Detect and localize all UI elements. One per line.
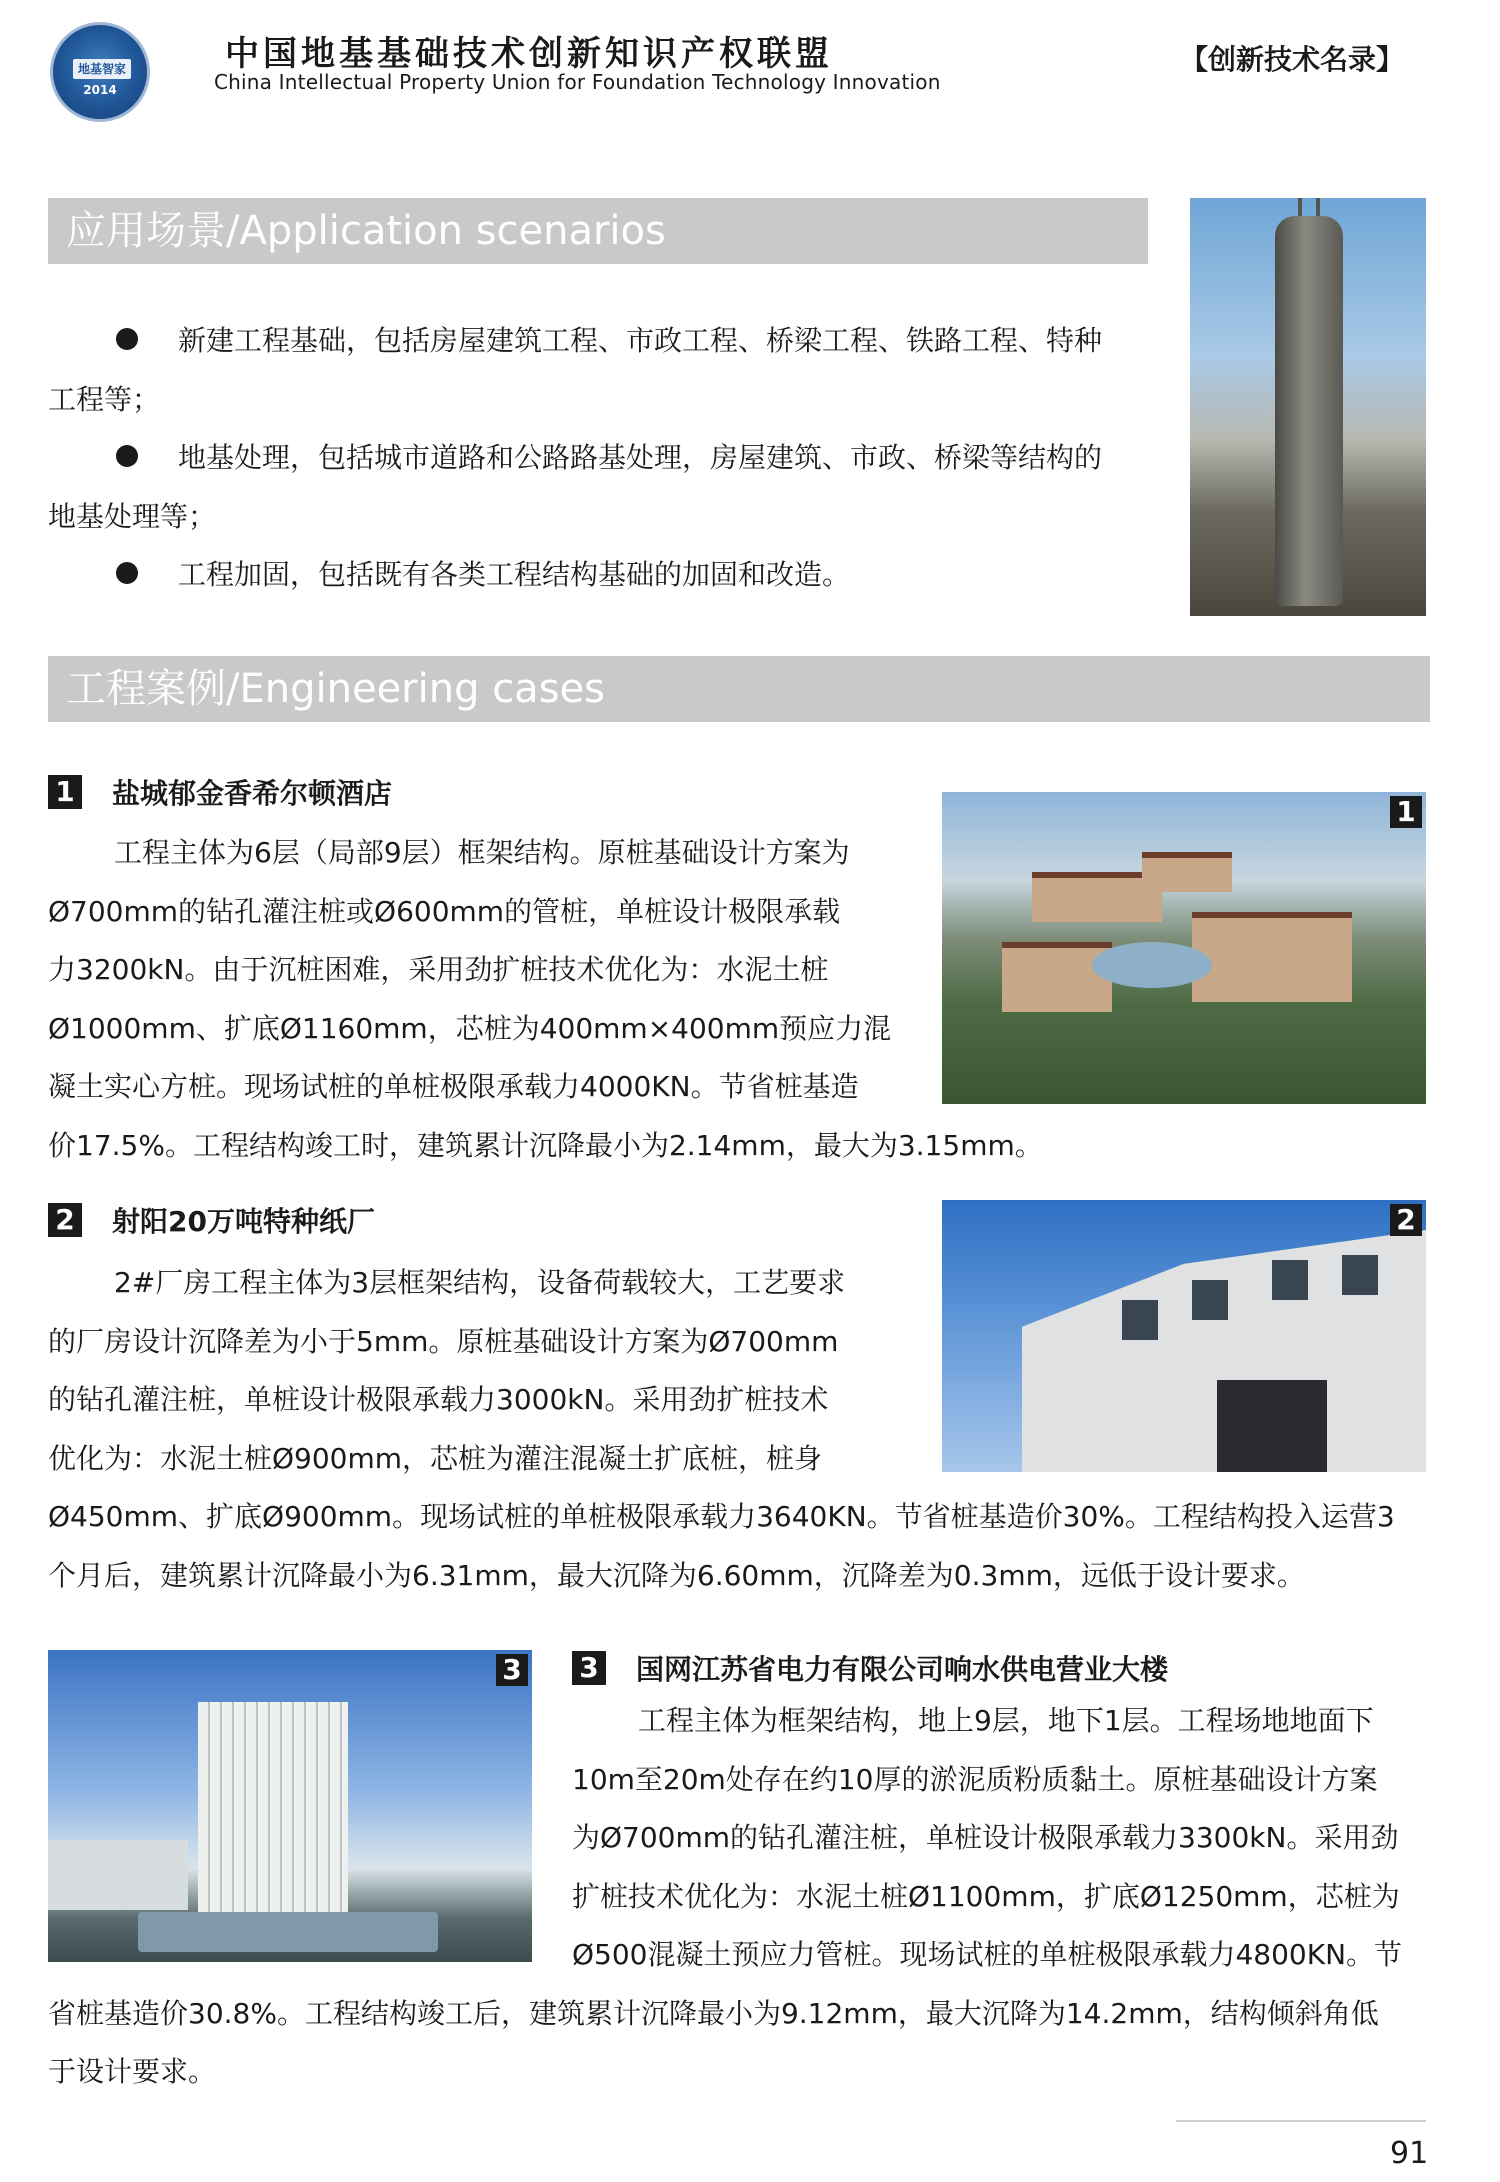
case-number-icon: 2 [48,1203,82,1237]
bullet-item: 工程加固，包括既有各类工程结构基础的加固和改造。 [48,546,1158,605]
case-3-description: 工程主体为框架结构，地上9层，地下1层。工程场地地面下 10m至20m处存在约10厚的淤泥质粉质黏土。原桩基础设计方案 为Ø700mm的钻孔灌注桩，单桩设计极限承载力3300kN。采用劲 扩桩技术优化为：水泥土桩Ø1100mm，扩底Ø1250mm，芯桩为 Ø500混凝土预应力管桩。现场试桩的单桩极限承载力4800KN。节 省桩基造价30.8%。工程结构竣工后，建筑累计沉降最小为9.12mm，最大沉降为14.2mm，结构倾斜角低 于设计要求。 [48,1704,1403,2088]
bullet-dot-icon [116,562,138,584]
photo-number-icon: 3 [496,1654,528,1686]
alliance-logo [50,22,150,122]
bullet-item-continuation: 工程等； [48,382,161,416]
application-bullet-list [48,312,1158,605]
header-category-tag: 【创新技术名录】 [1180,43,1405,76]
page-number: 91 [1390,2136,1429,2171]
photo-number-icon: 2 [1390,1204,1422,1236]
logo-badge: 地基智家 [73,59,131,79]
header-title-cn: 中国地基基础技术创新知识产权联盟 [225,34,833,74]
pile-construction-photo [1190,198,1426,616]
cases-heading: 工程案例/Engineering cases [48,656,1430,722]
footer-divider [1176,2120,1426,2122]
photo-number-icon: 1 [1390,796,1422,828]
pile-column [1275,216,1343,606]
bullet-item-continuation: 地基处理等； [48,499,217,533]
case-1-description: 工程主体为6层（局部9层）框架结构。原桩基础设计方案为 Ø700mm的钻孔灌注桩或Ø600mm的管桩，单桩设计极限承载 力3200kN。由于沉桩困难，采用劲扩桩技术优化为：水泥土桩 Ø1000mm、扩底Ø1160mm，芯桩为400mm×400mm预应力混 凝土实心方桩。现场试桩的单桩极限承载力4000KN。节省桩基造 价17.5%。工程结构竣工时，建筑累计沉降最小为2.14mm，最大为3.15mm。 [48,836,1043,1162]
case-2-title: 2 射阳20万吨特种纸厂 [48,1202,375,1242]
case-1-title: 1 盐城郁金香希尔顿酒店 [48,774,392,814]
case-number-icon: 1 [48,775,82,809]
case-number-icon: 3 [572,1651,606,1685]
logo-year: 2014 [83,83,117,97]
application-heading: 应用场景/Application scenarios [48,198,1148,264]
bullet-dot-icon [116,328,138,350]
header-title-en: China Intellectual Property Union for Foundation Technology Innovation [214,70,941,94]
case-3-title: 3 国网江苏省电力有限公司响水供电营业大楼 [572,1650,1168,1690]
bullet-item: 地基处理，包括城市道路和公路路基处理，房屋建筑、市政、桥梁等结构的 [48,429,1158,488]
case-2-photo [942,1200,1426,1472]
bullet-dot-icon [116,445,138,467]
case-1-photo [942,792,1426,1104]
case-2-description: 2#厂房工程主体为3层框架结构，设备荷载较大，工艺要求 的厂房设计沉降差为小于5mm。原桩基础设计方案为Ø700mm 的钻孔灌注桩，单桩设计极限承载力3000kN。采用劲扩桩技术 优化为：水泥土桩Ø900mm，芯桩为灌注混凝土扩底桩，桩身 Ø450mm、扩底Ø900mm。现场试桩的单桩极限承载力3640KN。节省桩基造价30%。工程结构投入运营3 个月后，建筑累计沉降最小为6.31mm，最大沉降为6.60mm，沉降差为0.3mm，远低于设计要求。 [48,1266,1395,1592]
bullet-item: 新建工程基础，包括房屋建筑工程、市政工程、桥梁工程、铁路工程、特种 [48,312,1158,371]
